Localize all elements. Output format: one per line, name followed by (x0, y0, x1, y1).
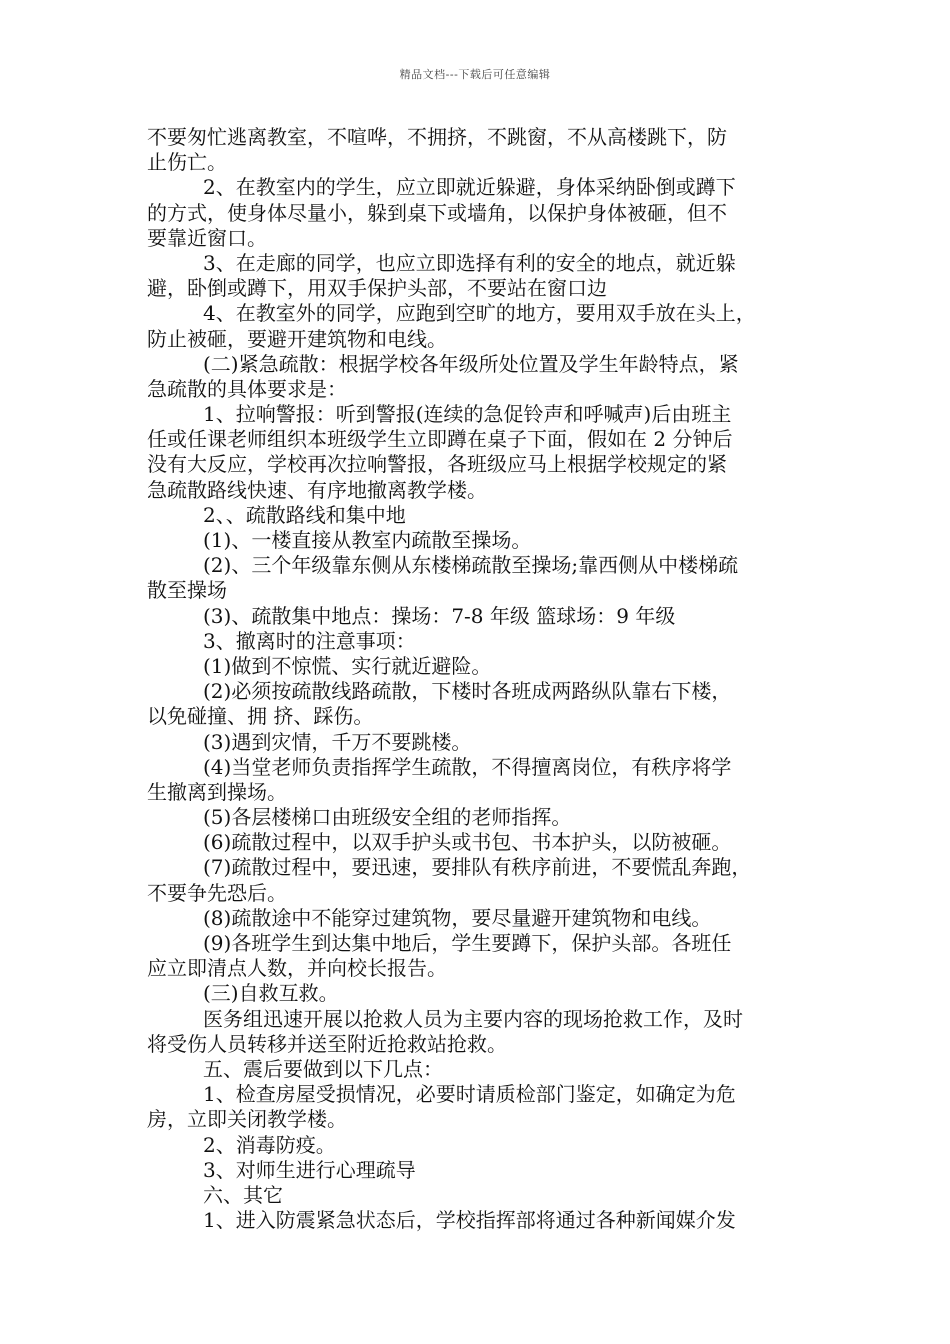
text-line: 1、检查房屋受损情况，必要时请质检部门鉴定，如确定为危 (203, 1082, 736, 1107)
text-line: (1)做到不惊慌、实行就近避险。 (203, 653, 492, 678)
text-line: 任或任课老师组织本班级学生立即蹲在桌子下面，假如在 2 分钟后 (147, 427, 733, 452)
text-line: 1、进入防震紧急状态后，学校指挥部将通过各种新闻媒介发 (203, 1208, 736, 1233)
text-line: 3、撤离时的注意事项： (203, 628, 416, 653)
text-line: (9)各班学生到达集中地后，学生要蹲下，保护头部。各班任 (203, 931, 732, 955)
page-header: 精品文档---下载后可任意编辑 (399, 68, 551, 81)
text-line: (5)各层楼梯口由班级安全组的老师指挥。 (203, 805, 572, 830)
text-line: 4、在教室外的同学，应跑到空旷的地方，要用双手放在头上， (203, 301, 756, 326)
text-line: 应立即清点人数，并向校长报告。 (147, 956, 447, 981)
text-line: 医务组迅速开展以抢救人员为主要内容的现场抢救工作，及时 (203, 1006, 743, 1031)
text-line: 急疏散的具体要求是： (147, 376, 347, 401)
text-line: 要靠近窗口。 (147, 225, 267, 250)
text-line: 3、对师生进行心理疏导 (203, 1157, 416, 1182)
text-line: 1、拉响警报：听到警报(连续的急促铃声和呼喊声)后由班主 (203, 402, 732, 427)
text-line: 2、、疏散路线和集中地 (203, 502, 406, 527)
text-line: 2、在教室内的学生，应立即就近躲避，身体采纳卧倒或蹲下 (203, 175, 736, 200)
text-line: 急疏散路线快速、有序地撤离教学楼。 (147, 477, 487, 502)
text-line: (4)当堂老师负责指挥学生疏散，不得擅离岗位，有秩序将学 (203, 754, 732, 779)
text-line: (8)疏散途中不能穿过建筑物，要尽量避开建筑物和电线。 (203, 905, 712, 930)
text-line: 不要争先恐后。 (147, 880, 287, 905)
text-line: 避，卧倒或蹲下，用双手保护头部，不要站在窗口边 (147, 276, 607, 301)
text-line: (3)遇到灾情，千万不要跳楼。 (203, 729, 472, 754)
text-line: 五、震后要做到以下几点： (203, 1056, 443, 1081)
text-line: (6)疏散过程中，以双手护头或书包、书本护头，以防被砸。 (203, 830, 732, 855)
text-line: 散至操场 (147, 578, 227, 603)
text-line: (二)紧急疏散：根据学校各年级所处位置及学生年龄特点，紧 (203, 351, 739, 376)
text-line: 将受伤人员转移并送至附近抢救站抢救。 (147, 1031, 507, 1056)
text-line: (1)、一楼直接从教室内疏散至操场。 (203, 528, 532, 552)
text-line: (2)、三个年级靠东侧从东楼梯疏散至操场;靠西侧从中楼梯疏 (203, 553, 739, 578)
text-line: 止伤亡。 (147, 150, 227, 175)
text-line: 3、在走廊的同学，也应立即选择有利的安全的地点，就近躲 (203, 250, 736, 275)
text-line: 没有大反应，学校再次拉响警报，各班级应马上根据学校规定的紧 (147, 452, 727, 477)
text-line: 不要匆忙逃离教室，不喧哗，不拥挤，不跳窗，不从高楼跳下，防 (147, 125, 727, 149)
text-line: 六、其它 (203, 1182, 283, 1207)
text-line: 防止被砸，要避开建筑物和电线。 (147, 326, 447, 351)
text-line: (2)必须按疏散线路疏散，下楼时各班成两路纵队靠右下楼， (203, 679, 732, 704)
text-line: 房，立即关闭教学楼。 (147, 1107, 347, 1132)
document-body (147, 125, 812, 1233)
text-line: (3)、疏散集中地点：操场：7-8 年级 篮球场：9 年级 (203, 603, 676, 628)
text-line: 以免碰撞、拥 挤、踩伤。 (147, 704, 374, 729)
text-line: (三)自救互救。 (203, 981, 339, 1006)
text-line: 2、消毒防疫。 (203, 1132, 336, 1157)
text-line: 生撤离到操场。 (147, 779, 287, 804)
text-line: (7)疏散过程中，要迅速，要排队有秩序前进，不要慌乱奔跑， (203, 855, 752, 880)
text-line: 的方式，使身体尽量小，躲到桌下或墙角，以保护身体被砸，但不 (147, 200, 727, 225)
